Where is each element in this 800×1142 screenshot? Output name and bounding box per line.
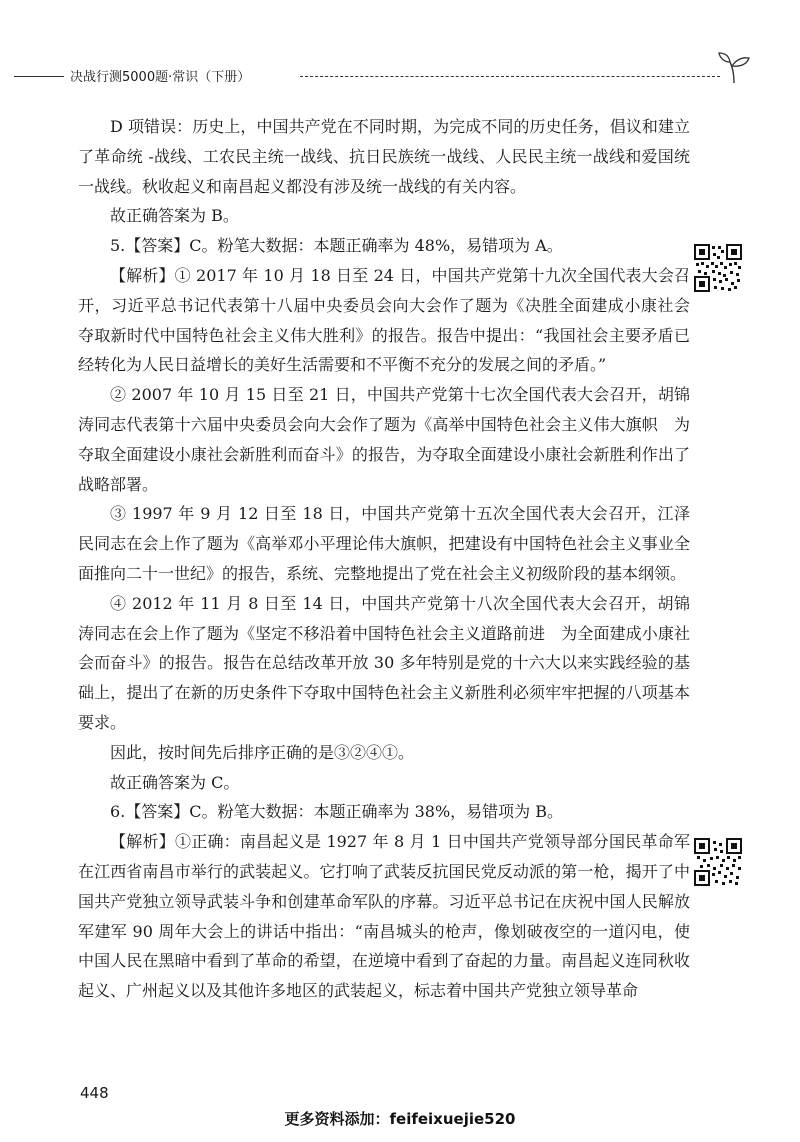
header-title: 决战行测5000题·常识（下册） xyxy=(70,70,251,85)
paragraph-answer-b: 故正确答案为 B。 xyxy=(110,206,239,226)
footer-contact-note: 更多资料添加：feifeixuejie520 xyxy=(284,1110,516,1128)
header-rule-right xyxy=(300,76,720,77)
main-text xyxy=(78,112,707,1006)
paragraph-q5-analysis-3: ③ 1997 年 9 月 12 日至 18 日，中国共产党第十五次全国代表大会召开，江泽民同志在会上作了题为《高举邓小平理论伟大旗帜，把建设有中国特色社会主义事业全面推向二十一世纪》的报告，系统、完整地提出了党在社会主义初级阶段的基本纲领。 xyxy=(78,504,690,583)
qr-code-icon[interactable] xyxy=(694,838,742,886)
paragraph-q5-analysis-1: 【解析】① 2017 年 10 月 18 日至 24 日，中国共产党第十九次全国代表大会召开，习近平总书记代表第十八届中央委员会向大会作了题为《决胜全面建成小康社会 夺取新时代中国特色社会主义伟大胜利》的报告。报告中提出：“我国社会主要矛盾已经转化为人民日益增长的美好生活需要和不平衡不充分的发展之间的矛盾。” xyxy=(78,265,707,375)
paragraph-answer-c: 故正确答案为 C。 xyxy=(110,772,240,792)
paragraph-d-explanation: D 项错误：历史上，中国共产党在不同时期，为完成不同的历史任务，倡议和建立了革命统 -战线、工农民主统一战线、抗日民族统一战线、人民民主统一战线和爱国统一战线。秋收起义和南昌起义都没有涉及统一战线的有关内容。 xyxy=(78,117,690,196)
header-rule-left xyxy=(14,76,64,77)
qr-code-icon[interactable] xyxy=(694,244,742,292)
sprout-icon xyxy=(716,50,752,84)
paragraph-q6-answer: 6.【答案】C。粉笔大数据：本题正确率为 38%，易错项为 B。 xyxy=(110,802,564,822)
paragraph-q5-analysis-4: ④ 2012 年 11 月 8 日至 14 日，中国共产党第十八次全国代表大会召开，胡锦涛同志在会上作了题为《坚定不移沿着中国特色社会主义道路前进 为全面建成小康社会而奋斗》的报告。报告在总结改革开放 30 多年特别是党的十六大以来实践经验的基础上，提出了在新的历史条件下夺取中国特色社会主义新胜利必须牢牢把握的八项基本要求。 xyxy=(78,593,690,732)
running-header xyxy=(0,64,800,88)
page-number: 448 xyxy=(80,1084,109,1102)
paragraph-q5-order: 因此，按时间先后排序正确的是③②④①。 xyxy=(110,742,415,762)
paragraph-q5-answer: 5.【答案】C。粉笔大数据：本题正确率为 48%，易错项为 A。 xyxy=(110,236,563,256)
paragraph-q5-analysis-2: ② 2007 年 10 月 15 日至 21 日，中国共产党第十七次全国代表大会召开，胡锦涛同志代表第十六届中央委员会向大会作了题为《高举中国特色社会主义伟大旗帜 为夺取全面建设小康社会新胜利而奋斗》的报告，为夺取全面建设小康社会新胜利作出了战略部署。 xyxy=(78,385,690,494)
paragraph-q6-analysis: 【解析】①正确：南昌起义是 1927 年 8 月 1 日中国共产党领导部分国民革命军在江西省南昌市举行的武装起义。它打响了武装反抗国民党反动派的第一枪，揭开了中国共产党独立领导武装斗争和创建革命军队的序幕。习近平总书记在庆祝中国人民解放军建军 90 周年大会上的讲话中指出：“南昌城头的枪声，像划破夜空的一道闪电，使中国人民在黑暗中看到了革命的希望，在逆境中看到了奋起的力量。南昌起义连同秋收起义、广州起义以及其他许多地区的武装起义，标志着中国共产党独立领导革命 xyxy=(78,832,690,1001)
